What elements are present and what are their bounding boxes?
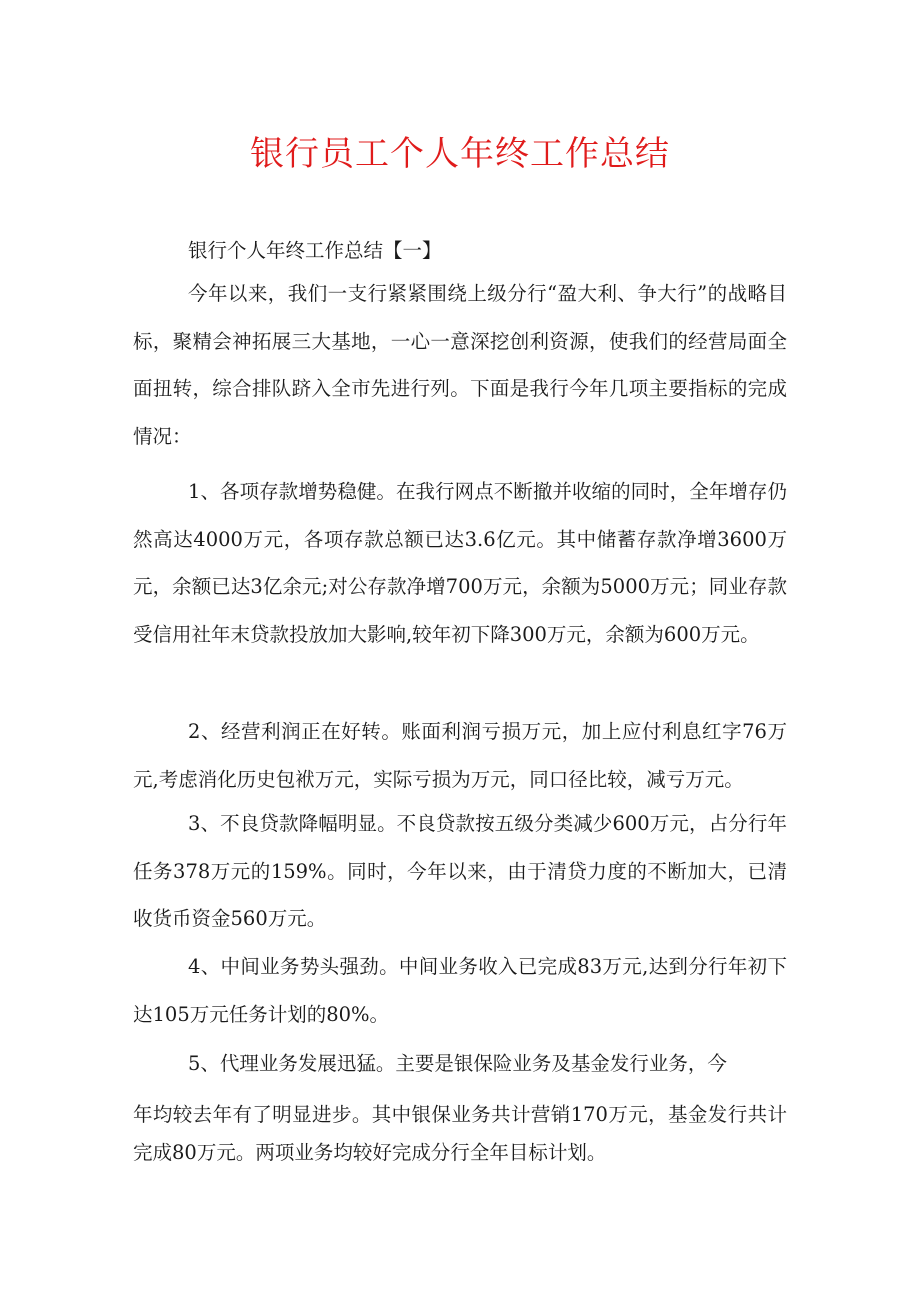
document-title: 银行员工个人年终工作总结 bbox=[250, 134, 670, 174]
item-5-paragraph-continued: 年均较去年有了明显进步。其中银保业务共计营销170万元，基金发行共计完成80万元。两项业务均较好完成分行全年目标计划。 bbox=[133, 1103, 787, 1164]
item-4-paragraph: 4、中间业务势头强劲。中间业务收入已完成83万元,达到分行年初下达105万元任务计划的80%。 bbox=[133, 955, 787, 1026]
item-1-paragraph: 1、各项存款增势稳健。在我行网点不断撤并收缩的同时，全年增存仍然高达4000万元，各项存款总额已达3.6亿元。其中储蓄存款净增3600万元，余额已达3亿余元;对公存款净增700万元，余额为5000万元；同业存款受信用社年末贷款投放加大影响,较年初下降300万元，余额为600万元。 bbox=[133, 480, 787, 646]
item-2-paragraph: 2、经营利润正在好转。账面利润亏损万元，加上应付利息红字76万元,考虑消化历史包袱万元，实际亏损为万元，同口径比较，减亏万元。 bbox=[133, 720, 787, 791]
item-3-paragraph: 3、不良贷款降幅明显。不良贷款按五级分类减少600万元，占分行年任务378万元的159%。同时，今年以来，由于清贷力度的不断加大，已清收货币资金560万元。 bbox=[133, 812, 787, 930]
item-5-paragraph-start: 5、代理业务发展迅猛。主要是银保险业务及基金发行业务，今 bbox=[188, 1052, 727, 1075]
section-subtitle: 银行个人年终工作总结【一】 bbox=[188, 239, 442, 262]
intro-paragraph: 今年以来，我们一支行紧紧围绕上级分行“盈大利、争大行”的战略目标，聚精会神拓展三大基地，一心一意深挖创利资源，使我们的经营局面全面扭转，综合排队跻入全市先进行列。下面是我行今年几项主要指标的完成情况： bbox=[133, 282, 787, 448]
